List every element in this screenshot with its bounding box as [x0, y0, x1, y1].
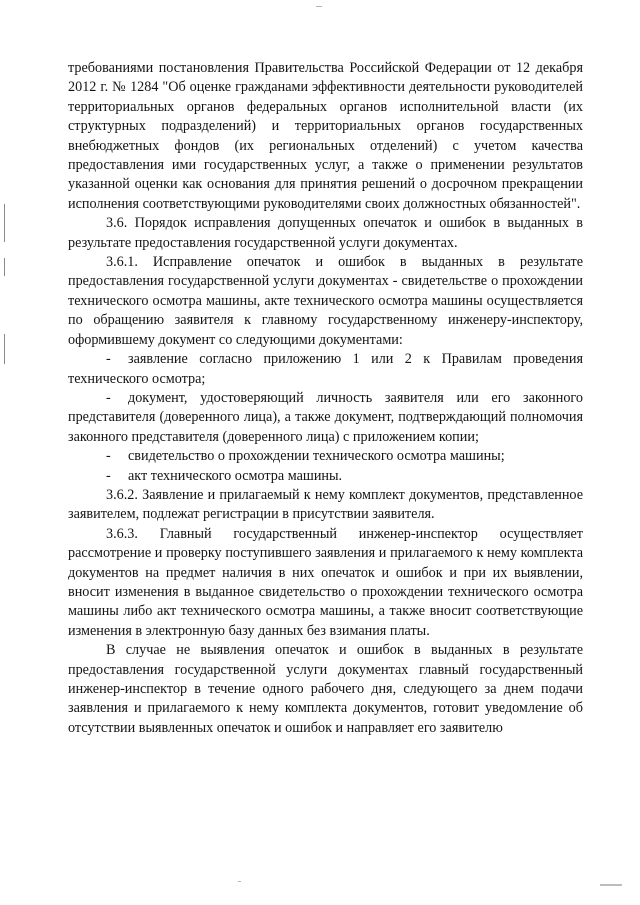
list-item — [68, 350, 583, 389]
scan-artifact — [238, 881, 241, 882]
scan-artifact — [4, 258, 5, 276]
list-marker: - — [106, 448, 111, 465]
scan-artifact — [4, 204, 5, 242]
list-marker: - — [106, 389, 111, 406]
scan-artifact — [316, 6, 322, 7]
paragraph-section-3-6: 3.6. Порядок исправления допущенных опечаток и ошибок в выданных в результате предоставления государственной услуги документах. — [68, 215, 583, 251]
scan-artifact — [600, 884, 622, 886]
list-item-text: заявление согласно приложению 1 или 2 к Правилам проведения технического осмотра; — [68, 351, 583, 387]
list-item-text: свидетельство о прохождении технического осмотра машины; — [128, 448, 505, 465]
list-item — [68, 389, 583, 447]
paragraph-section-3-6-2: 3.6.2. Заявление и прилагаемый к нему комплект документов, представленное заявителем, подлежат регистрации в присутствии заявителя. — [68, 486, 583, 523]
paragraph-continuation: требованиями постановления Правительства Российской Федерации от 12 декабря 2012 г. № 1284 "Об оценке гражданами эффективности деятельности руководителей территориальных органов федеральных органов исполнительной власти (их структурных подразделений) и территориальных органов государственных внебюджетных фондов (их региональных отделений) с учетом качества предоставления ими государственных услуг, а также о применении результатов указанной оценки как основания для принятия решений о досрочном прекращении исполнения соответствующими руководителями своих должностных обязанностей". — [68, 60, 583, 212]
document-page — [68, 59, 583, 738]
paragraph-section-3-6-1: 3.6.1. Исправление опечаток и ошибок в выданных в результате предоставления государственной услуги документах - свидетельстве о прохождении технического осмотра машины, акте технического осмотра машины осуществляется по обращению заявителя к главному государственному инженеру-инспектору, оформившему документ со следующими документами: — [68, 254, 583, 348]
list-marker: - — [106, 467, 111, 484]
paragraph-no-errors-case: В случае не выявления опечаток и ошибок в выданных в результате предоставления государственной услуги документах главный государственный инженер-инспектор в течение одного рабочего дня, следующего за днем подачи заявления и прилагаемого к нему комплекта документов, готовит уведомление об отсутствии выявленных опечаток и ошибок и направляет его заявителю — [68, 642, 583, 736]
list-item — [68, 467, 583, 486]
list-marker: - — [106, 351, 111, 368]
list-item-text: акт технического осмотра машины. — [128, 467, 343, 484]
list-item-text: документ, удостоверяющий личность заявителя или его законного представителя (доверенного лица), а также документ, подтверждающий полномочия законного представителя (доверенного лица) с приложением копии; — [68, 389, 583, 445]
paragraph-section-3-6-3: 3.6.3. Главный государственный инженер-инспектор осуществляет рассмотрение и проверку поступившего заявления и прилагаемого к нему комплекта документов на предмет наличия в них опечаток и ошибок и при их выявлении, вносит изменения в выданное свидетельство о прохождении технического осмотра машины либо акт технического осмотра машины, а также вносит соответствующие изменения в электронную базу данных без взимания платы. — [68, 525, 583, 639]
scan-artifact — [4, 334, 5, 364]
list-item — [68, 447, 583, 466]
